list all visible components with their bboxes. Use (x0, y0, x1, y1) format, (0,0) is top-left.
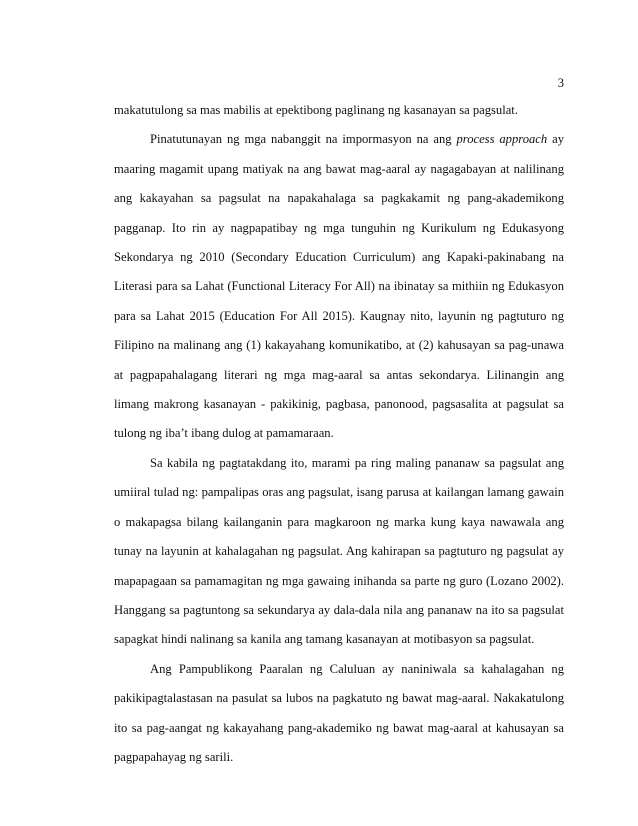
paragraph-text-after: ay maaring magamit upang matiyak na ang bawat mag-aaral ay nagagabayan at nalilinang ang kakayahan sa pagsulat na napakahalaga sa pagkakamit ng pang-akademikong pagganap. Ito rin ay nagpapatibay ng mga tunguhin ng Kurikulum ng Edukasyong Sekondarya ng 2010 (Secondary Education Curriculum) ang Kapaki-pakinabang na Literasi para sa Lahat (Functional Literacy For All) na ibinatay sa mithiin ng Edukasyon para sa Lahat 2015 (Education For All 2015). Kaugnay nito, layunin ng pagtuturo ng Filipino na malinang ang (1) kakayahang komunikatibo, at (2) kahusayan sa pag-unawa at pagpapahalagang literari ng mga mag-aaral sa antas sekondarya. Lilinangin ang limang makrong kasanayan - pakikinig, pagbasa, panonood, pagsasalita at pagsulat sa tulong ng iba’t ibang dulog at pamamaraan. (114, 132, 564, 441)
paragraph-text-before: Pinatutunayan ng mga nabanggit na impormasyon na ang (150, 132, 457, 147)
paragraph-caluluan: Ang Pampublikong Paaralan ng Caluluan ay naniniwala sa kahalagahan ng pakikipagtalastasan na pasulat sa lubos na pagkatuto ng bawat mag-aaral. Nakakatulong ito sa pag-aangat ng kakayahang pang-akademiko ng bawat mag-aaral at kahusayan sa pagpapahayag ng sarili. (114, 661, 564, 764)
paragraph-continuation: makatutulong sa mas mabilis at epektibong paglinang ng kasanayan sa pagsulat. (114, 103, 518, 117)
page-number: 3 (557, 76, 564, 90)
paragraph-maling-pananaw: Sa kabila ng pagtatakdang ito, marami pa ring maling pananaw sa pagsulat ang umiiral tulad ng: pampalipas oras ang pagsulat, isang parusa at kailangan lamang gawain o makapagsa bilang kailanganin para magkaroon ng marka kung kaya nawawala ang tunay na layunin at kahalagahan ng pagsulat. Ang kahirapan sa pagtuturo ng pagsulat ay mapapagaan sa pamamagitan ng mga gawaing inihanda sa parte ng guro (Lozano 2002). Hanggang sa pagtuntong sa sekundarya ay dala-dala nila ang pananaw na ito sa pagsulat sapagkat hindi nalinang sa kanila ang tamang kasanayan at motibasyon sa pagsulat. (114, 455, 564, 647)
body-text (114, 96, 564, 772)
paragraph-process-approach (114, 125, 564, 448)
process-approach-emphasis: process approach (456, 132, 548, 147)
